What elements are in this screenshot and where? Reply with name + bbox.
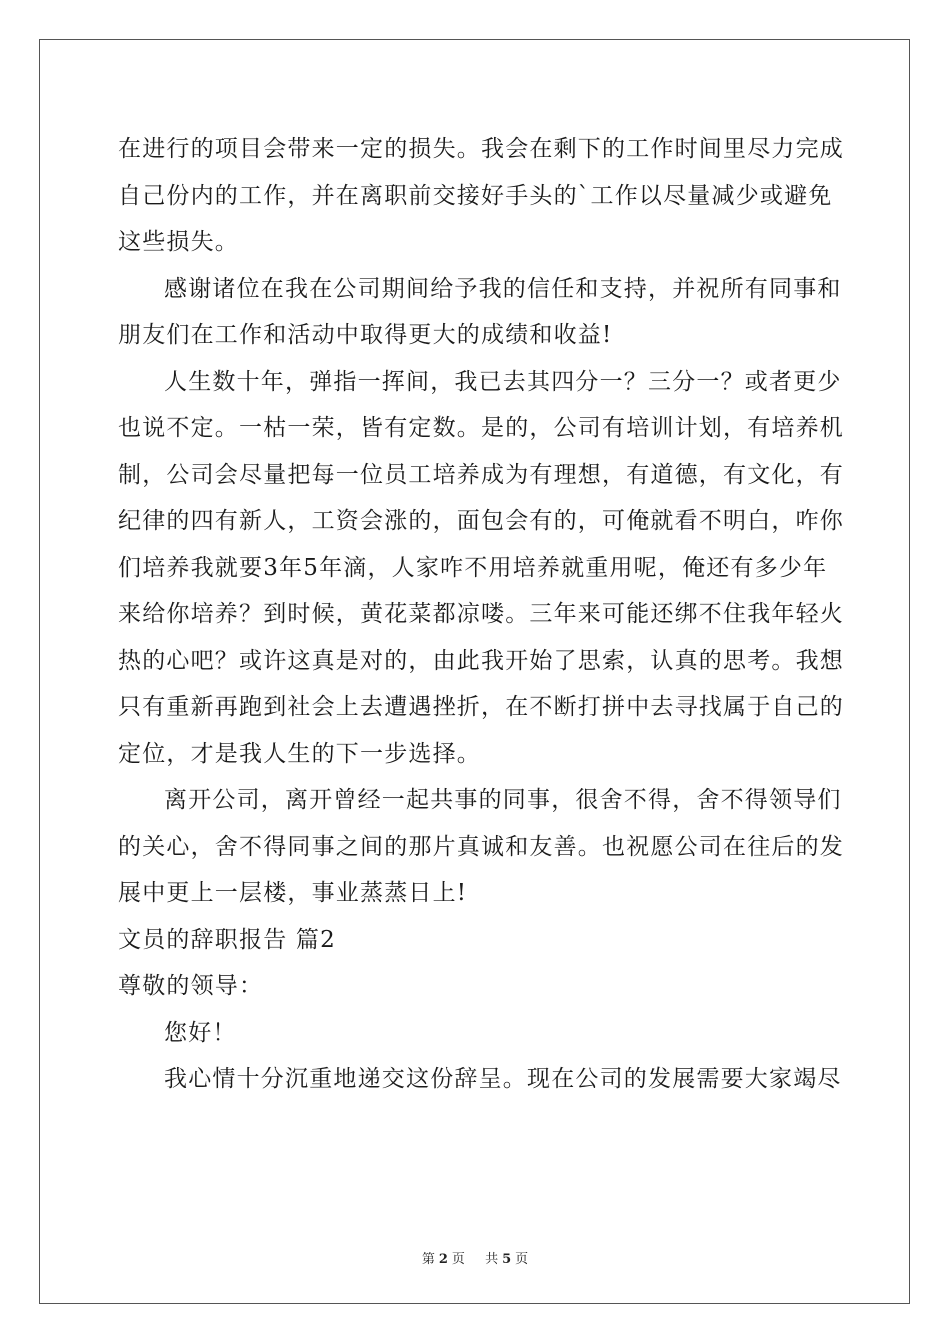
- text-line: 感谢诸位在我在公司期间给予我的信任和支持，并祝所有同事和: [164, 275, 842, 302]
- text-line: 定位，才是我人生的下一步选择。: [118, 740, 481, 767]
- text-line: 制，公司会尽量把每一位员工培养成为有理想，有道德，有文化，有: [118, 461, 844, 488]
- text-line: 离开公司，离开曾经一起共事的同事，很舍不得，舍不得领导们: [164, 787, 842, 813]
- page-total: [481, 1252, 532, 1267]
- section-title: [118, 917, 838, 964]
- greeting: [118, 1010, 838, 1057]
- text-line: 这些损失。: [118, 229, 239, 255]
- paragraph-2: [118, 266, 842, 359]
- current-page: 2: [438, 1252, 448, 1267]
- page-footer: [0, 1248, 950, 1267]
- text-line: 自己份内的工作，并在离职前交接好手头的`工作以尽量减少或避免: [118, 182, 833, 209]
- document-body: [118, 126, 844, 1103]
- page-number: [418, 1252, 469, 1267]
- text-line: 只有重新再跑到社会上去遭遇挫折，在不断打拼中去寻找属于自己的: [118, 694, 844, 720]
- text-line: 朋友们在工作和活动中取得更大的成绩和收益!: [118, 322, 613, 348]
- section-title-text: 文员的辞职报告 篇2: [118, 926, 336, 953]
- total-pages: 5: [502, 1252, 512, 1267]
- paragraph-4: [118, 777, 844, 917]
- text-line: 们培养我就要3年5年滴，人家咋不用培养就重用呢，俺还有多少年: [118, 554, 828, 581]
- text-line: 的关心，舍不得同事之间的那片真诚和友善。也祝愿公司在往后的发: [118, 833, 844, 860]
- total-label-prefix: 共: [485, 1252, 499, 1267]
- greeting-text: 您好！: [164, 1019, 237, 1046]
- paragraph-3: [118, 359, 844, 778]
- paragraph-last: [118, 1056, 842, 1103]
- text-line: 纪律的四有新人，工资会涨的，面包会有的，可俺就看不明白，咋你: [118, 508, 844, 534]
- text-line: 也说不定。一枯一荣，皆有定数。是的，公司有培训计划，有培养机: [118, 415, 844, 441]
- text-line: 在进行的项目会带来一定的损失。我会在剩下的工作时间里尽力完成: [118, 136, 844, 162]
- text-line: 我心情十分沉重地递交这份辞呈。现在公司的发展需要大家竭尽: [164, 1066, 842, 1092]
- salutation: [118, 963, 838, 1010]
- page-label-suffix: 页: [451, 1252, 465, 1267]
- salutation-text: 尊敬的领导：: [118, 973, 264, 999]
- paragraph-1: [118, 126, 844, 266]
- text-line: 人生数十年，弹指一挥间，我已去其四分一？三分一？或者更少: [164, 368, 842, 395]
- page-label-prefix: 第: [421, 1252, 435, 1267]
- text-line: 热的心吧？或许这真是对的，由此我开始了思索，认真的思考。我想: [118, 647, 844, 674]
- total-label-suffix: 页: [515, 1252, 529, 1267]
- text-line: 展中更上一层楼，事业蒸蒸日上!: [118, 880, 468, 906]
- text-line: 来给你培养？到时候，黄花菜都凉喽。三年来可能还绑不住我年轻火: [118, 601, 844, 627]
